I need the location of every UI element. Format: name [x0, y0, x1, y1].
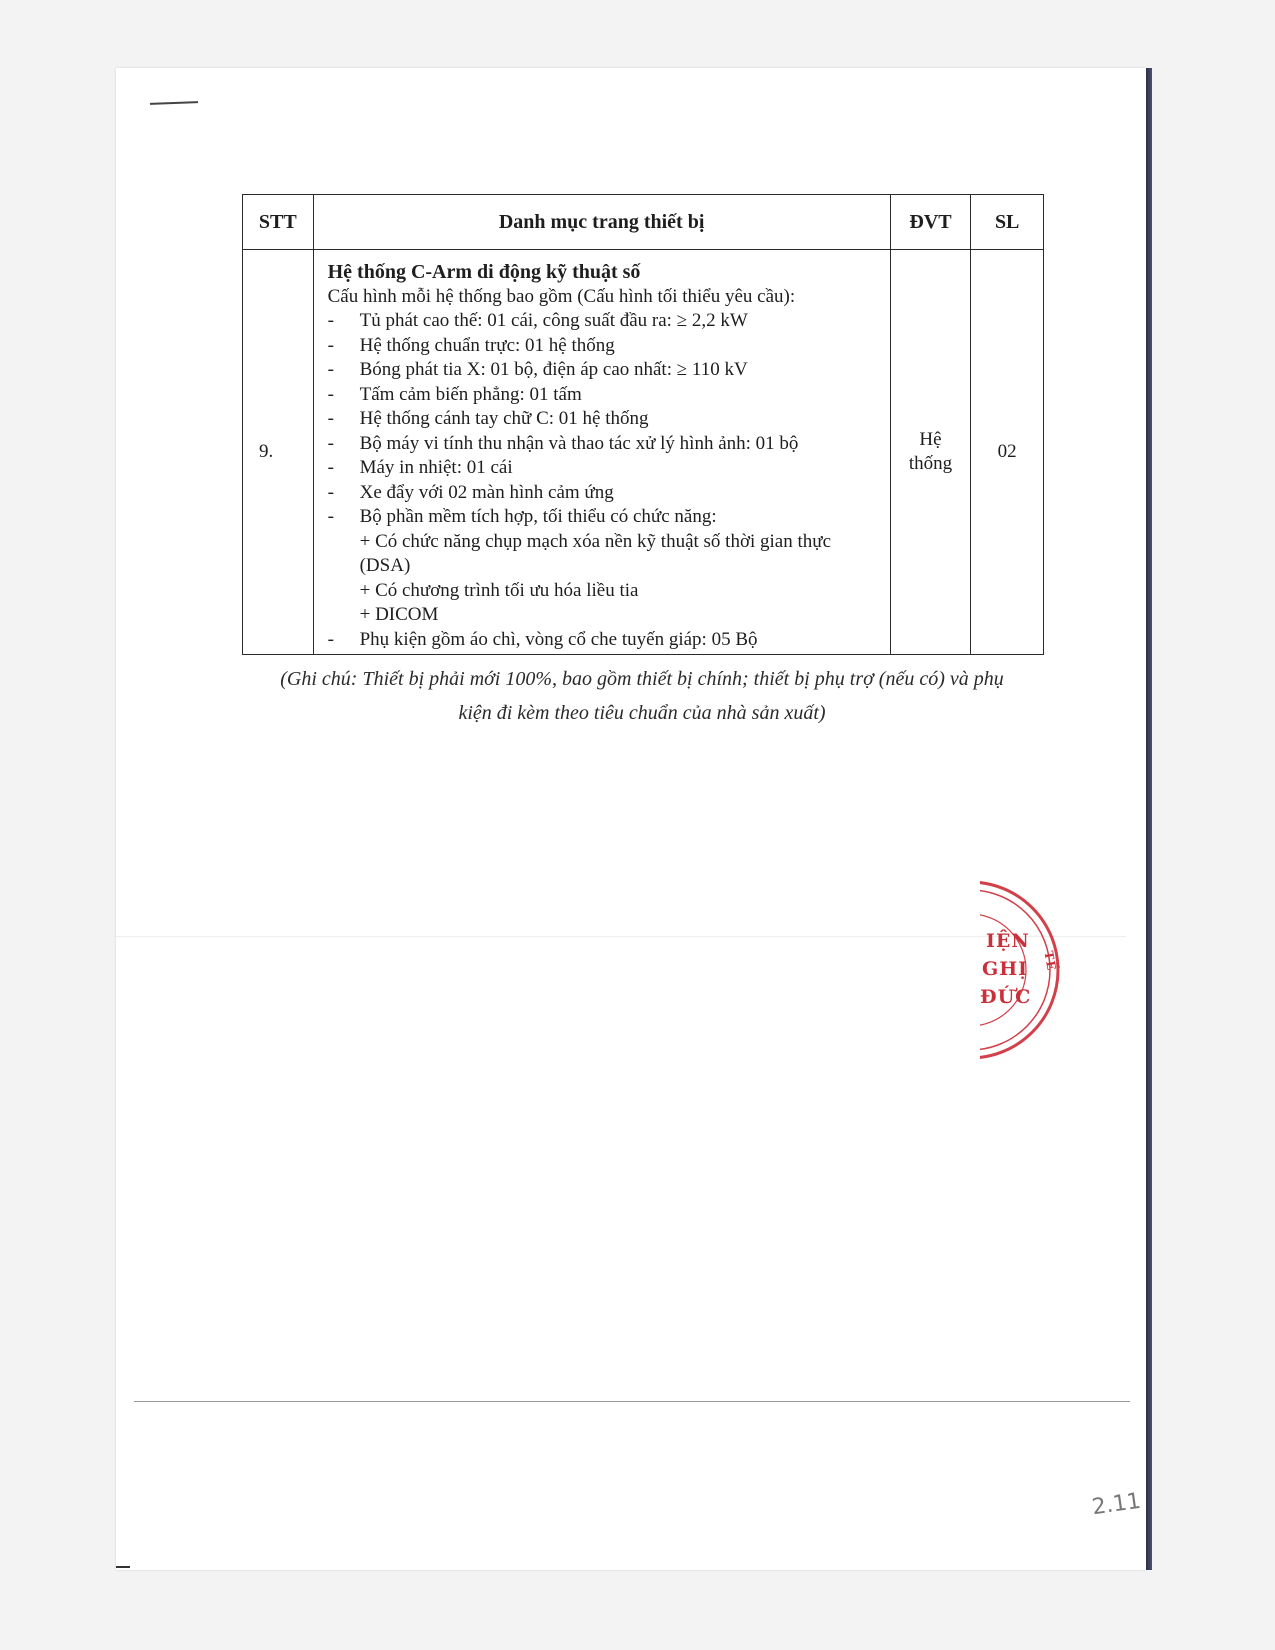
unit-line: thống: [908, 453, 953, 474]
dash: -: [327, 383, 334, 405]
stamp-text: GHỊ: [982, 958, 1029, 980]
handwritten-page-number: 2.11: [1090, 1488, 1143, 1521]
dash: -: [327, 506, 334, 527]
dash: -: [327, 334, 334, 356]
spec-item: - Bộ máy vi tính thu nhận và thao tác xử lý hình ảnh: 01 bộ: [328, 432, 880, 457]
spec-item: - Máy in nhiệt: 01 cái: [328, 456, 880, 481]
dash: -: [327, 432, 334, 454]
item-intro: Cấu hình mỗi hệ thống bao gồm (Cấu hình tối thiểu yêu cầu):: [327, 285, 796, 307]
spec-item: - Bóng phát tia X: 01 bộ, điện áp cao nhất: ≥ 110 kV: [328, 358, 880, 383]
dash: -: [327, 628, 334, 650]
fold-line: [116, 936, 1126, 937]
software-feature: + Có chức năng chụp mạch xóa nền kỹ thuật số thời gian thực: [359, 530, 832, 552]
dash: -: [327, 457, 334, 478]
header-unit: ĐVT: [890, 195, 971, 250]
dash: -: [327, 408, 334, 429]
official-seal-stamp: [980, 880, 1090, 1060]
spec-item: - Hệ thống chuẩn trực: 01 hệ thống: [328, 334, 880, 359]
dash: -: [327, 481, 334, 503]
table-row: [243, 250, 1044, 655]
dash: -: [327, 310, 334, 331]
footnote-line: (Ghi chú: Thiết bị phải mới 100%, bao gồm thiết bị chính; thiết bị phụ trợ (nếu có) và phụ: [280, 668, 1004, 690]
dash: -: [327, 359, 334, 380]
software-feature: + DICOM: [359, 604, 439, 625]
spec-item: - Hệ thống cánh tay chữ C: 01 hệ thống: [328, 407, 880, 432]
row-stt: 9.: [243, 250, 314, 655]
spec-item: - Tấm cảm biến phẳng: 01 tấm: [328, 383, 880, 408]
fold-line: [134, 1401, 1130, 1402]
spec-item: - Xe đẩy với 02 màn hình cảm ứng: [328, 481, 880, 506]
footnote: [232, 662, 1052, 730]
software-feature: + Có chương trình tối ưu hóa liều tia: [359, 579, 639, 601]
page-shadow-edge: [1146, 68, 1152, 1570]
scan-mark: [116, 1566, 130, 1568]
stamp-text: IỆN: [986, 930, 1030, 952]
stamp-rim-text: TẾ: [1041, 949, 1059, 973]
footnote-line: kiện đi kèm theo tiêu chuẩn của nhà sản xuất): [458, 702, 826, 724]
row-qty: 02: [971, 250, 1044, 655]
table-header-row: [243, 195, 1044, 250]
header-stt: STT: [243, 195, 314, 250]
row-unit: [890, 250, 971, 655]
row-item-description: [313, 250, 890, 655]
software-feature-cont: (DSA): [359, 555, 411, 576]
item-title: Hệ thống C-Arm di động kỹ thuật số: [327, 261, 641, 283]
header-qty: SL: [971, 195, 1044, 250]
unit-line: Hệ: [919, 429, 942, 450]
header-item: Danh mục trang thiết bị: [313, 195, 890, 250]
spec-item: - Tủ phát cao thế: 01 cái, công suất đầu ra: ≥ 2,2 kW: [328, 309, 880, 334]
spec-item-accessories: - Phụ kiện gồm áo chì, vòng cổ che tuyến giáp: 05 Bộ: [328, 628, 880, 653]
equipment-table: [242, 194, 1044, 655]
stamp-text: ĐỨC: [980, 986, 1032, 1008]
spec-item: - Bộ phần mềm tích hợp, tối thiểu có chức năng:: [328, 505, 880, 530]
